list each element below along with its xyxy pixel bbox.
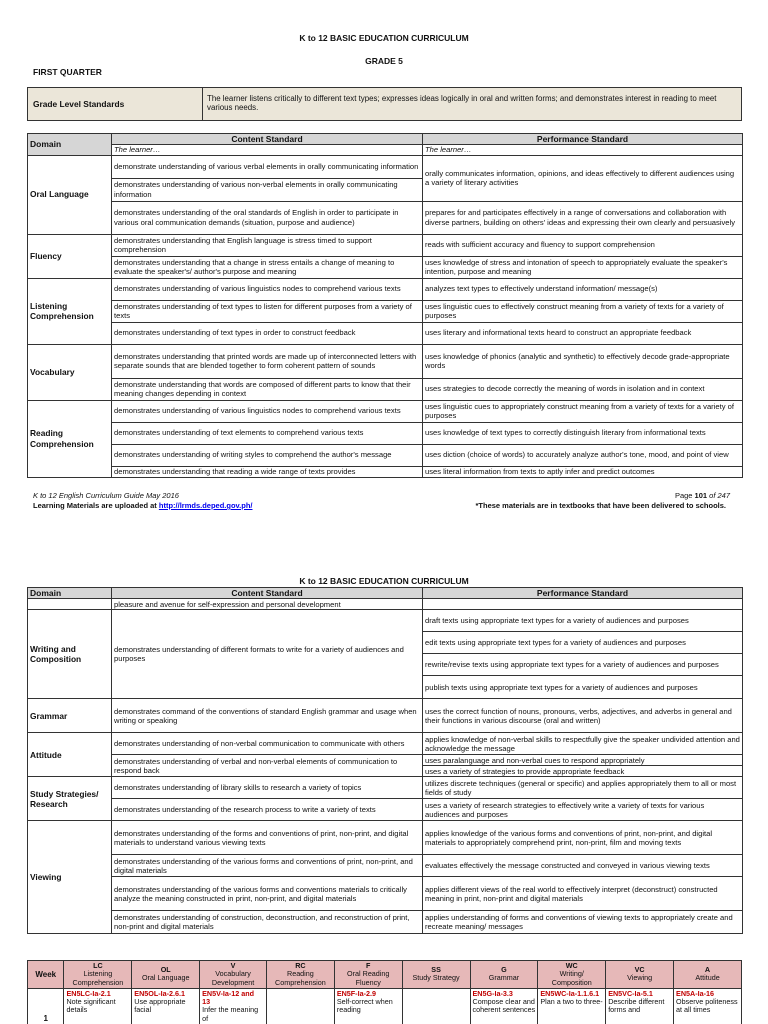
content-cell: demonstrates understanding that reading a wide range of texts provides [112, 466, 423, 477]
performance-cell: utilizes discrete techniques (general or specific) and applies appropriately them to all or most fields of study [423, 777, 743, 799]
grade-label: GRADE 5 [365, 56, 403, 66]
content-cell: demonstrates understanding of text types to listen for different purposes from a variety of texts [112, 300, 423, 322]
learner-label: The learner… [112, 145, 423, 155]
header-wc: WC Writing/ Composition [538, 961, 606, 989]
standards-table-1 [27, 133, 743, 478]
competency-cell-ol: EN5OL-Ia-2.6.1 Use appropriate facial [132, 988, 200, 1024]
weekly-competencies-table [27, 960, 742, 1024]
header-lc: LC Listening Comprehension [64, 961, 132, 989]
competency-cell-rc [266, 988, 334, 1024]
header-rc: RC Reading Comprehension [266, 961, 334, 989]
content-cell: demonstrates understanding of library skills to research a variety of topics [112, 777, 423, 799]
content-cell: demonstrates understanding that a change in stress entails a change of meaning to evaluate the speaker's/ author's purpose and meaning [112, 256, 423, 278]
header-ss: SS Study Strategy [402, 961, 470, 989]
domain-listening-comprehension: Listening Comprehension [28, 278, 112, 344]
competency-cell-vc: EN5VC-Ia-5.1 Describe different forms and [606, 988, 674, 1024]
content-cell: demonstrates understanding of various non-verbal elements in orally communicating information [112, 178, 423, 201]
performance-cell: draft texts using appropriate text types for a variety of audiences and purposes [423, 610, 743, 632]
content-cell: demonstrates understanding of verbal and non-verbal elements of communication to respond back [112, 755, 423, 777]
content-cell: demonstrate understanding of various verbal elements in orally communicating information [112, 155, 423, 178]
content-cell: demonstrates understanding of the research process to write a variety of texts [112, 799, 423, 821]
standards-table-2 [27, 587, 743, 934]
performance-cell: uses strategies to decode correctly the meaning of words in isolation and in context [423, 378, 743, 400]
content-cell: demonstrates understanding of text elements to comprehend various texts [112, 422, 423, 444]
content-cell: demonstrates understanding that English language is stress timed to support comprehension [112, 234, 423, 256]
learner-label: The learner… [423, 145, 743, 155]
content-cell: demonstrates understanding of various linguistics nodes to comprehend various texts [112, 278, 423, 300]
competency-cell-g: EN5G-Ia-3.3 Compose clear and coherent sentences [470, 988, 538, 1024]
performance-cell: uses paralanguage and non-verbal cues to respond appropriately [423, 755, 743, 766]
footer-page-number: Page 101 of 247 [674, 491, 730, 500]
gls-text: The learner listens critically to different text types; expresses ideas logically in oral and written forms; and demonstrates interest in reading to meet various needs. [207, 94, 717, 113]
domain-attitude: Attitude [28, 733, 112, 777]
domain-oral-language: Oral Language [28, 155, 112, 234]
domain-writing-composition: Writing and Composition [28, 610, 112, 699]
domain-fluency: Fluency [28, 234, 112, 278]
gls-label: Grade Level Standards [33, 99, 125, 109]
content-cell: demonstrates understanding that printed words are made up of interconnected letters with separate sounds that are blended together to form coherent pattern of sounds [112, 344, 423, 378]
domain-vocabulary: Vocabulary [28, 344, 112, 400]
content-cell: demonstrates understanding of the various forms and conventions materials to critically analyze the meaning constructed in print, non-print, and digital materials [112, 877, 423, 911]
performance-cell: uses linguistic cues to effectively construct meaning from a variety of texts for a variety of purposes [423, 300, 743, 322]
lrmds-link[interactable]: http://lrmds.deped.gov.ph/ [158, 501, 253, 510]
performance-cell: uses literary and informational texts heard to construct an appropriate feedback [423, 322, 743, 344]
competency-cell-f: EN5F-Ia-2.9 Self-correct when reading [334, 988, 402, 1024]
performance-cell: uses a variety of research strategies to effectively write a variety of texts for various audiences and purposes [423, 799, 743, 821]
footer-guide: K to 12 English Curriculum Guide May 2016 [33, 491, 179, 500]
performance-cell: uses a variety of strategies to provide appropriate feedback [423, 766, 743, 777]
content-cell: demonstrates understanding of the forms and conventions of print, non-print, and digital materials to understand various viewing texts [112, 821, 423, 855]
performance-cell: edit texts using appropriate text types for a variety of audiences and purposes [423, 632, 743, 654]
header-content-standard: Content Standard [112, 134, 423, 145]
footer-learning-materials: Learning Materials are uploaded at http://lrmds.deped.gov.ph/ [33, 501, 253, 510]
header-a: A Attitude [674, 961, 742, 989]
content-cell: demonstrates command of the conventions of standard English grammar and usage when writing or speaking [112, 699, 423, 733]
performance-cell: applies knowledge of non-verbal skills to respectfully give the speaker undivided attention and acknowledge the message [423, 733, 743, 755]
page2-title: K to 12 BASIC EDUCATION CURRICULUM [299, 576, 469, 586]
performance-cell: uses the correct function of nouns, pronouns, verbs, adjectives, and adverbs in general and their functions in various discourse (oral and written) [423, 699, 743, 733]
content-cell: pleasure and avenue for self-expression and personal development [112, 599, 423, 610]
header-v: V Vocabulary Development [200, 961, 267, 989]
content-cell: demonstrates understanding of writing styles to comprehend the author's message [112, 444, 423, 466]
header-domain: Domain [28, 134, 112, 156]
week-number: 1 [28, 988, 64, 1024]
performance-cell: uses knowledge of text types to correctly distinguish literary from informational texts [423, 422, 743, 444]
content-cell: demonstrates understanding of various linguistics nodes to comprehend various texts [112, 400, 423, 422]
domain-reading-comprehension: Reading Comprehension [28, 400, 112, 477]
performance-cell: applies different views of the real world to effectively interpret (deconstruct) constructed meaning in print, non-print and digital materials [423, 877, 743, 911]
domain-grammar: Grammar [28, 699, 112, 733]
performance-cell-empty [423, 599, 743, 610]
content-cell: demonstrates understanding of the various forms and conventions of print, non-print, and digital materials [112, 855, 423, 877]
header-performance-standard: Performance Standard [423, 588, 743, 599]
header-content-standard: Content Standard [112, 588, 423, 599]
performance-cell: prepares for and participates effectively in a range of conversations and collaboration with diverse partners, building on others' ideas and expressing their own clearly and persuasively [423, 201, 743, 234]
domain-study-strategies: Study Strategies/ Research [28, 777, 112, 821]
performance-cell: uses literal information from texts to aptly infer and predict outcomes [423, 466, 743, 477]
performance-cell: uses diction (choice of words) to accurately analyze author's tone, mood, and point of view [423, 444, 743, 466]
performance-cell: applies knowledge of the various forms and conventions of print, non-print, and digital materials to appropriately comprehend print, non-print, film and moving texts [423, 821, 743, 855]
header-week: Week [28, 961, 64, 989]
performance-cell: publish texts using appropriate text types for a variety of audiences and purposes [423, 676, 743, 699]
performance-cell: rewrite/revise texts using appropriate text types for a variety of audiences and purposes [423, 654, 743, 676]
competency-cell-lc: EN5LC-Ia-2.1 Note significant details [64, 988, 132, 1024]
competency-cell-a: EN5A-Ia-16 Observe politeness at all times [674, 988, 742, 1024]
footer-note: *These materials are in textbooks that have been delivered to schools. [475, 501, 726, 510]
competency-cell-v: EN5V-Ia-12 and 13 Infer the meaning of [200, 988, 267, 1024]
performance-cell: reads with sufficient accuracy and fluency to support comprehension [423, 234, 743, 256]
performance-cell: uses knowledge of stress and intonation of speech to appropriately evaluate the speaker's intention, purpose and meaning [423, 256, 743, 278]
gls-divider [202, 88, 203, 120]
quarter-label: FIRST QUARTER [33, 67, 102, 77]
performance-cell: applies understanding of forms and conventions of viewing texts to appropriately create and recreate meaning/ messages [423, 911, 743, 934]
header-g: G Grammar [470, 961, 538, 989]
grade-level-standards-box [27, 87, 742, 121]
content-cell: demonstrates understanding of construction, deconstruction, and reconstruction of print, non-print and digital materials [112, 911, 423, 934]
header-domain: Domain [28, 588, 112, 599]
domain-cell-empty [28, 599, 112, 610]
content-cell: demonstrate understanding that words are composed of different parts to know that their meaning changes depending in context [112, 378, 423, 400]
performance-cell: uses linguistic cues to appropriately construct meaning from a variety of texts for a variety of purposes [423, 400, 743, 422]
content-cell: demonstrates understanding of text types in order to construct feedback [112, 322, 423, 344]
content-cell: demonstrates understanding of different formats to write for a variety of audiences and purposes [112, 610, 423, 699]
competency-cell-ss [402, 988, 470, 1024]
header-vc: VC Viewing [606, 961, 674, 989]
content-cell: demonstrates understanding of the oral standards of English in order to participate in various oral communication demands (situation, purpose and audience) [112, 201, 423, 234]
page-title: K to 12 BASIC EDUCATION CURRICULUM [299, 33, 469, 43]
domain-viewing: Viewing [28, 821, 112, 934]
header-ol: OL Oral Language [132, 961, 200, 989]
performance-cell: evaluates effectively the message constructed and conveyed in various viewing texts [423, 855, 743, 877]
competency-cell-wc: EN5WC-Ia-1.1.6.1 Plan a two to three- [538, 988, 606, 1024]
header-performance-standard: Performance Standard [423, 134, 743, 145]
performance-cell: orally communicates information, opinions, and ideas effectively to different audiences using a variety of literary activities [423, 155, 743, 201]
header-f: F Oral Reading Fluency [334, 961, 402, 989]
performance-cell: analyzes text types to effectively understand information/ message(s) [423, 278, 743, 300]
content-cell: demonstrates understanding of non-verbal communication to communicate with others [112, 733, 423, 755]
performance-cell: uses knowledge of phonics (analytic and synthetic) to effectively decode grade-appropriate words [423, 344, 743, 378]
